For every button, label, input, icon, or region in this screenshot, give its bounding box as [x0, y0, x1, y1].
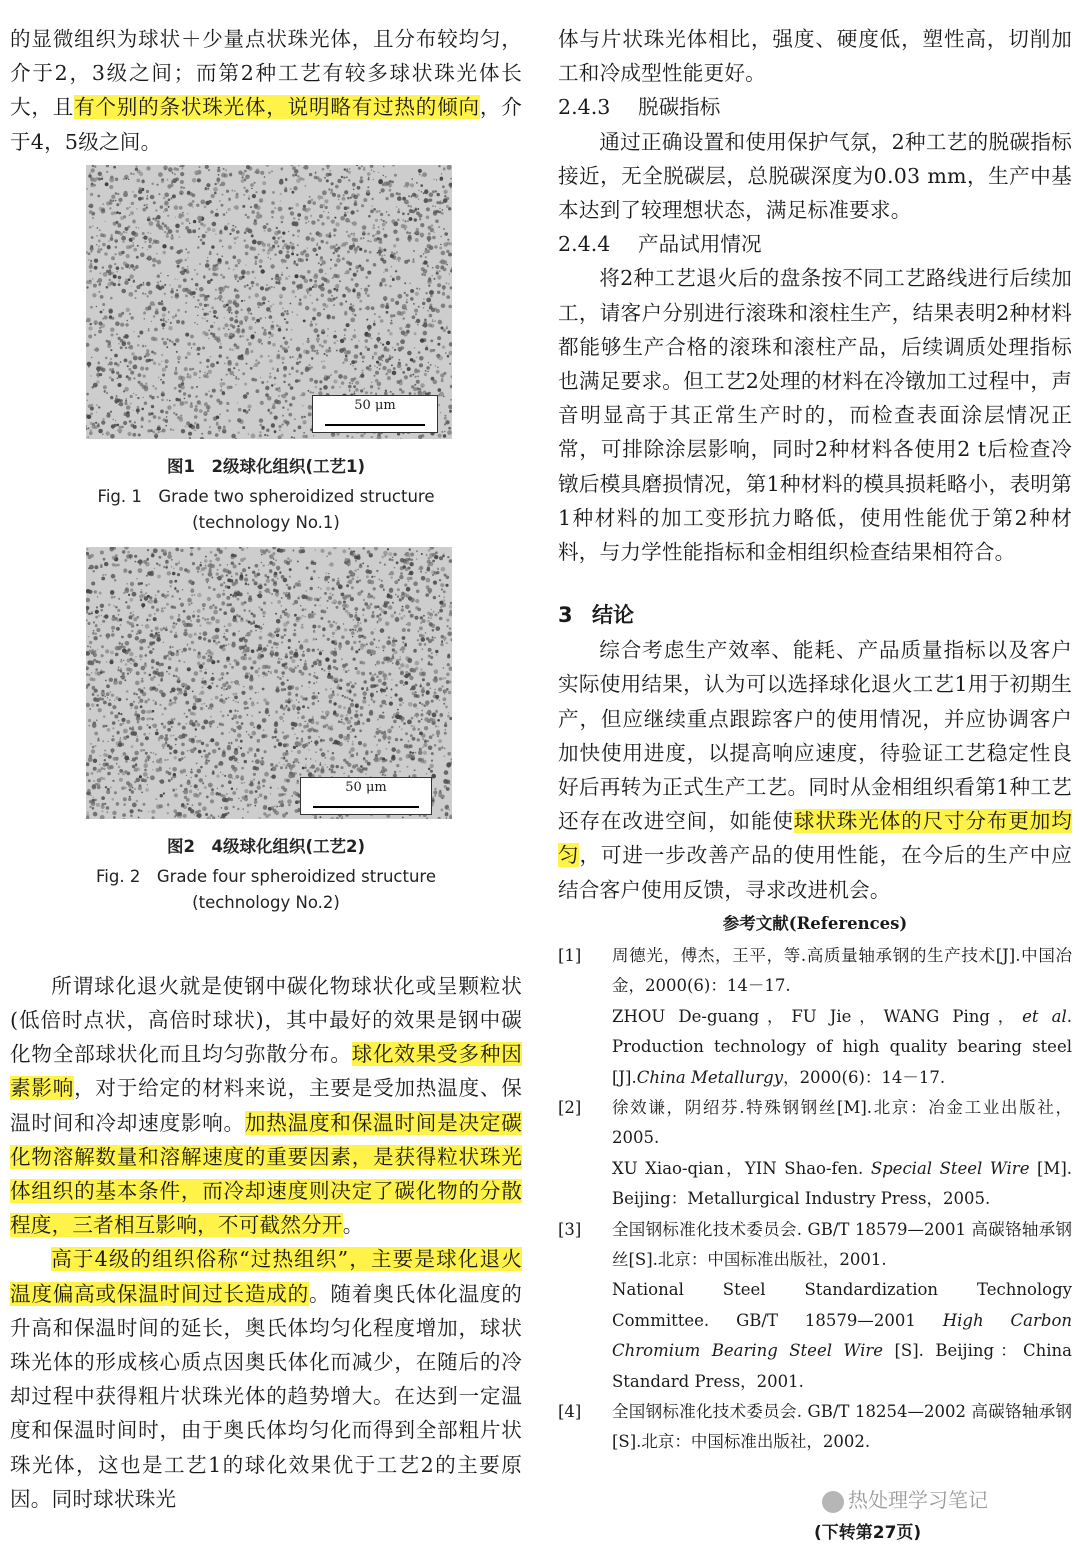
reference-en-i2: China Metallurgy	[636, 1067, 784, 1087]
text-run: 综合考虑生产效率、能耗、产品质量指标以及客户实际使用结果，认为可以选择球化退火工艺1用于初期生产，但应继续重点跟踪客户的使用情况，并应协调客户加快使用进度，以提高响应速度，待验证工艺稳定性良好后再转为正式生产工艺。同时从金相组织看第1种工艺还存在改进空间，如能使	[558, 638, 1072, 834]
paragraph-continuation: 体与片状珠光体相比，强度、硬度低，塑性高，切削加工和冷成型性能更好。	[558, 27, 1072, 86]
subsection-heading-243	[558, 90, 1072, 124]
references-list	[558, 941, 1072, 1458]
section-heading-conclusion	[558, 597, 1072, 633]
figure-1-caption-en: Fig. 1 Grade two spheroidized structure	[97, 486, 435, 506]
reference-en-a: National Steel Standardization Technology Committee. GB/T 18579—2001	[612, 1280, 1072, 1330]
highlighted-text: 高于4级的组织俗称“过热组织”，主要是球化退火温度偏高或保温时间过长造成的	[10, 1247, 522, 1306]
subsection-heading-244	[558, 227, 1072, 261]
reference-en-i1: Special Steel Wire	[870, 1158, 1030, 1178]
page-continuation-note: (下转第27页)	[814, 1523, 922, 1543]
paragraph-spheroidizing	[10, 969, 522, 1243]
scale-bar-2	[300, 777, 432, 815]
reference-en-i1: High Carbon Chromium Bearing Steel Wire	[612, 1310, 1073, 1361]
reference-item	[558, 1397, 1072, 1458]
paragraph-decarburization: 通过正确设置和使用保护气氛，2种工艺的脱碳指标接近，无全脱碳层，总脱碳深度为0.03 mm，生产中基本达到了较理想状态，满足标准要求。	[558, 129, 1072, 223]
figure-2-caption-en: Fig. 2 Grade four spheroidized structure	[95, 866, 437, 886]
text-run: 。	[342, 1213, 364, 1238]
section-number: 3	[558, 603, 573, 628]
reference-tag: [3]	[558, 1219, 582, 1239]
text-run: ，对于给定的材料来说，主要是受加热温度、保温时间和冷却速度影响。	[10, 1076, 522, 1135]
reference-en-b: [M]. Beijing：Metallurgical Industry Press，2005.	[612, 1158, 1073, 1209]
section-title: 结论	[592, 603, 634, 628]
figures-block	[10, 167, 522, 963]
reference-tag: [4]	[558, 1401, 582, 1421]
reference-tag: [2]	[558, 1097, 582, 1117]
scale-label: 50 μm	[345, 779, 387, 795]
reference-cn: 全国钢标准化技术委员会. GB/T 18579—2001 高碳铬轴承钢丝[S].北京：中国标准出版社，2001.	[612, 1219, 1072, 1269]
highlighted-text: 球状珠光体的尺寸分布更加均匀	[558, 809, 1072, 868]
highlighted-text: 球化效果受多种因素影响	[10, 1042, 522, 1101]
reference-en-b: [S]. Beijing：China Standard Press，2001.	[612, 1341, 1072, 1391]
reference-en-i1: et al	[1022, 1006, 1067, 1026]
reference-english	[612, 1154, 1072, 1215]
reference-en-c: ，2000(6)：14－17.	[783, 1067, 946, 1087]
figure-2-caption-cn: 图2 4级球化组织(工艺2)	[166, 836, 366, 856]
reference-en-a: XU Xiao-qian，YIN Shao-fen.	[612, 1158, 871, 1178]
watermark-text: 热处理学习笔记	[848, 1488, 988, 1512]
scale-bar-1	[312, 395, 438, 433]
reference-en-a: ZHOU De-guang，FU Jie，WANG Ping，	[612, 1006, 1023, 1026]
reference-english	[612, 1275, 1072, 1397]
figure-1-caption-en-2: (technology No.1)	[192, 512, 340, 532]
reference-english	[612, 1002, 1072, 1093]
micrograph-figure-2	[86, 547, 452, 819]
text-run: 所谓球化退火就是使钢中碳化物球状化或呈颗粒状(低倍时点状，高倍时球状)，其中最好的效果是钢中碳化物全部球状化而且均匀弥散分布。	[10, 973, 522, 1067]
right-column	[558, 22, 1072, 1458]
reference-tag: [1]	[558, 945, 582, 965]
figure-2-caption-en-2: (technology No.2)	[192, 892, 340, 912]
text-run: 的显微组织为球状＋少量点状珠光体，且分布较均匀，介于2，3级之间；而第2种工艺有较多球状珠光体长大，且	[10, 27, 522, 120]
subsection-number: 2.4.3	[558, 95, 611, 120]
subsection-title: 产品试用情况	[638, 232, 762, 257]
paragraph-conclusion	[558, 633, 1072, 907]
left-column	[10, 22, 522, 1516]
figure-1-caption-cn: 图1 2级球化组织(工艺1)	[166, 456, 366, 476]
paragraph-overheating	[10, 1242, 522, 1516]
references-title: 参考文献(References)	[722, 913, 908, 933]
reference-cn: 周德光，傅杰，王平，等.高质量轴承钢的生产技术[J].中国冶金，2000(6)：14－17.	[612, 945, 1072, 996]
highlighted-text: 有个别的条状珠光体，说明略有过热的倾向	[74, 95, 480, 120]
text-run: ，介于4，5级之间。	[10, 95, 522, 154]
paragraph-microstructure	[10, 22, 522, 159]
text-run: 。随着奥氏体化温度的升高和保温时间的延长，奥氏体均匀化程度增加，球状珠光体的形成核心质点因奥氏体化而减少，在随后的冷却过程中获得粗片状珠光体的趋势增大。在达到一定温度和保温时间时，由于奥氏体均匀化而得到全部粗片状珠光体，这也是工艺1的球化效果优于工艺2的主要原因。同时球状珠光	[10, 1281, 522, 1511]
paragraph-product-trial: 将2种工艺退火后的盘条按不同工艺路线进行后续加工，请客户分别进行滚珠和滚柱生产，结果表明2种材料都能够生产合格的滚珠和滚柱产品，后续调质处理指标也满足要求。但工艺2处理的材料在冷镦加工过程中，声音明显高于其正常生产时的，而检查表面涂层情况正常，可排除涂层影响，同时2种材料各使用2 t后检查冷镦后模具磨损情况，第1种材料的模具损耗略小，表明第1种材料的加工变形抗力略低，使用性能优于第2种材料，与力学性能指标和金相组织检查结果相符合。	[558, 266, 1072, 565]
reference-item	[558, 1093, 1072, 1215]
wechat-logo-icon	[822, 1491, 844, 1513]
reference-en-b: . Production technology of high quality bearing steel [J].	[612, 1006, 1072, 1087]
scale-label: 50 μm	[354, 397, 396, 413]
subsection-number: 2.4.4	[558, 232, 611, 257]
reference-cn: 全国钢标准化技术委员会. GB/T 18254—2002 高碳铬轴承钢[S].北京：中国标准出版社，2002.	[612, 1401, 1072, 1452]
reference-cn: 徐效谦，阴绍芬.特殊钢钢丝[M].北京：冶金工业出版社，2005.	[612, 1097, 1072, 1148]
reference-item	[558, 1215, 1072, 1397]
reference-item	[558, 941, 1072, 1093]
subsection-title: 脱碳指标	[638, 95, 721, 120]
text-run: ，可进一步改善产品的使用性能，在今后的生产中应结合客户使用反馈，寻求改进机会。	[558, 843, 1072, 902]
watermark	[822, 1484, 988, 1513]
micrograph-figure-1	[86, 165, 452, 439]
highlighted-text: 加热温度和保温时间是决定碳化物溶解数量和溶解速度的重要因素，是获得粒状珠光体组织的基本条件，而冷却速度则决定了碳化物的分散程度，三者相互影响，不可截然分开	[10, 1110, 522, 1238]
